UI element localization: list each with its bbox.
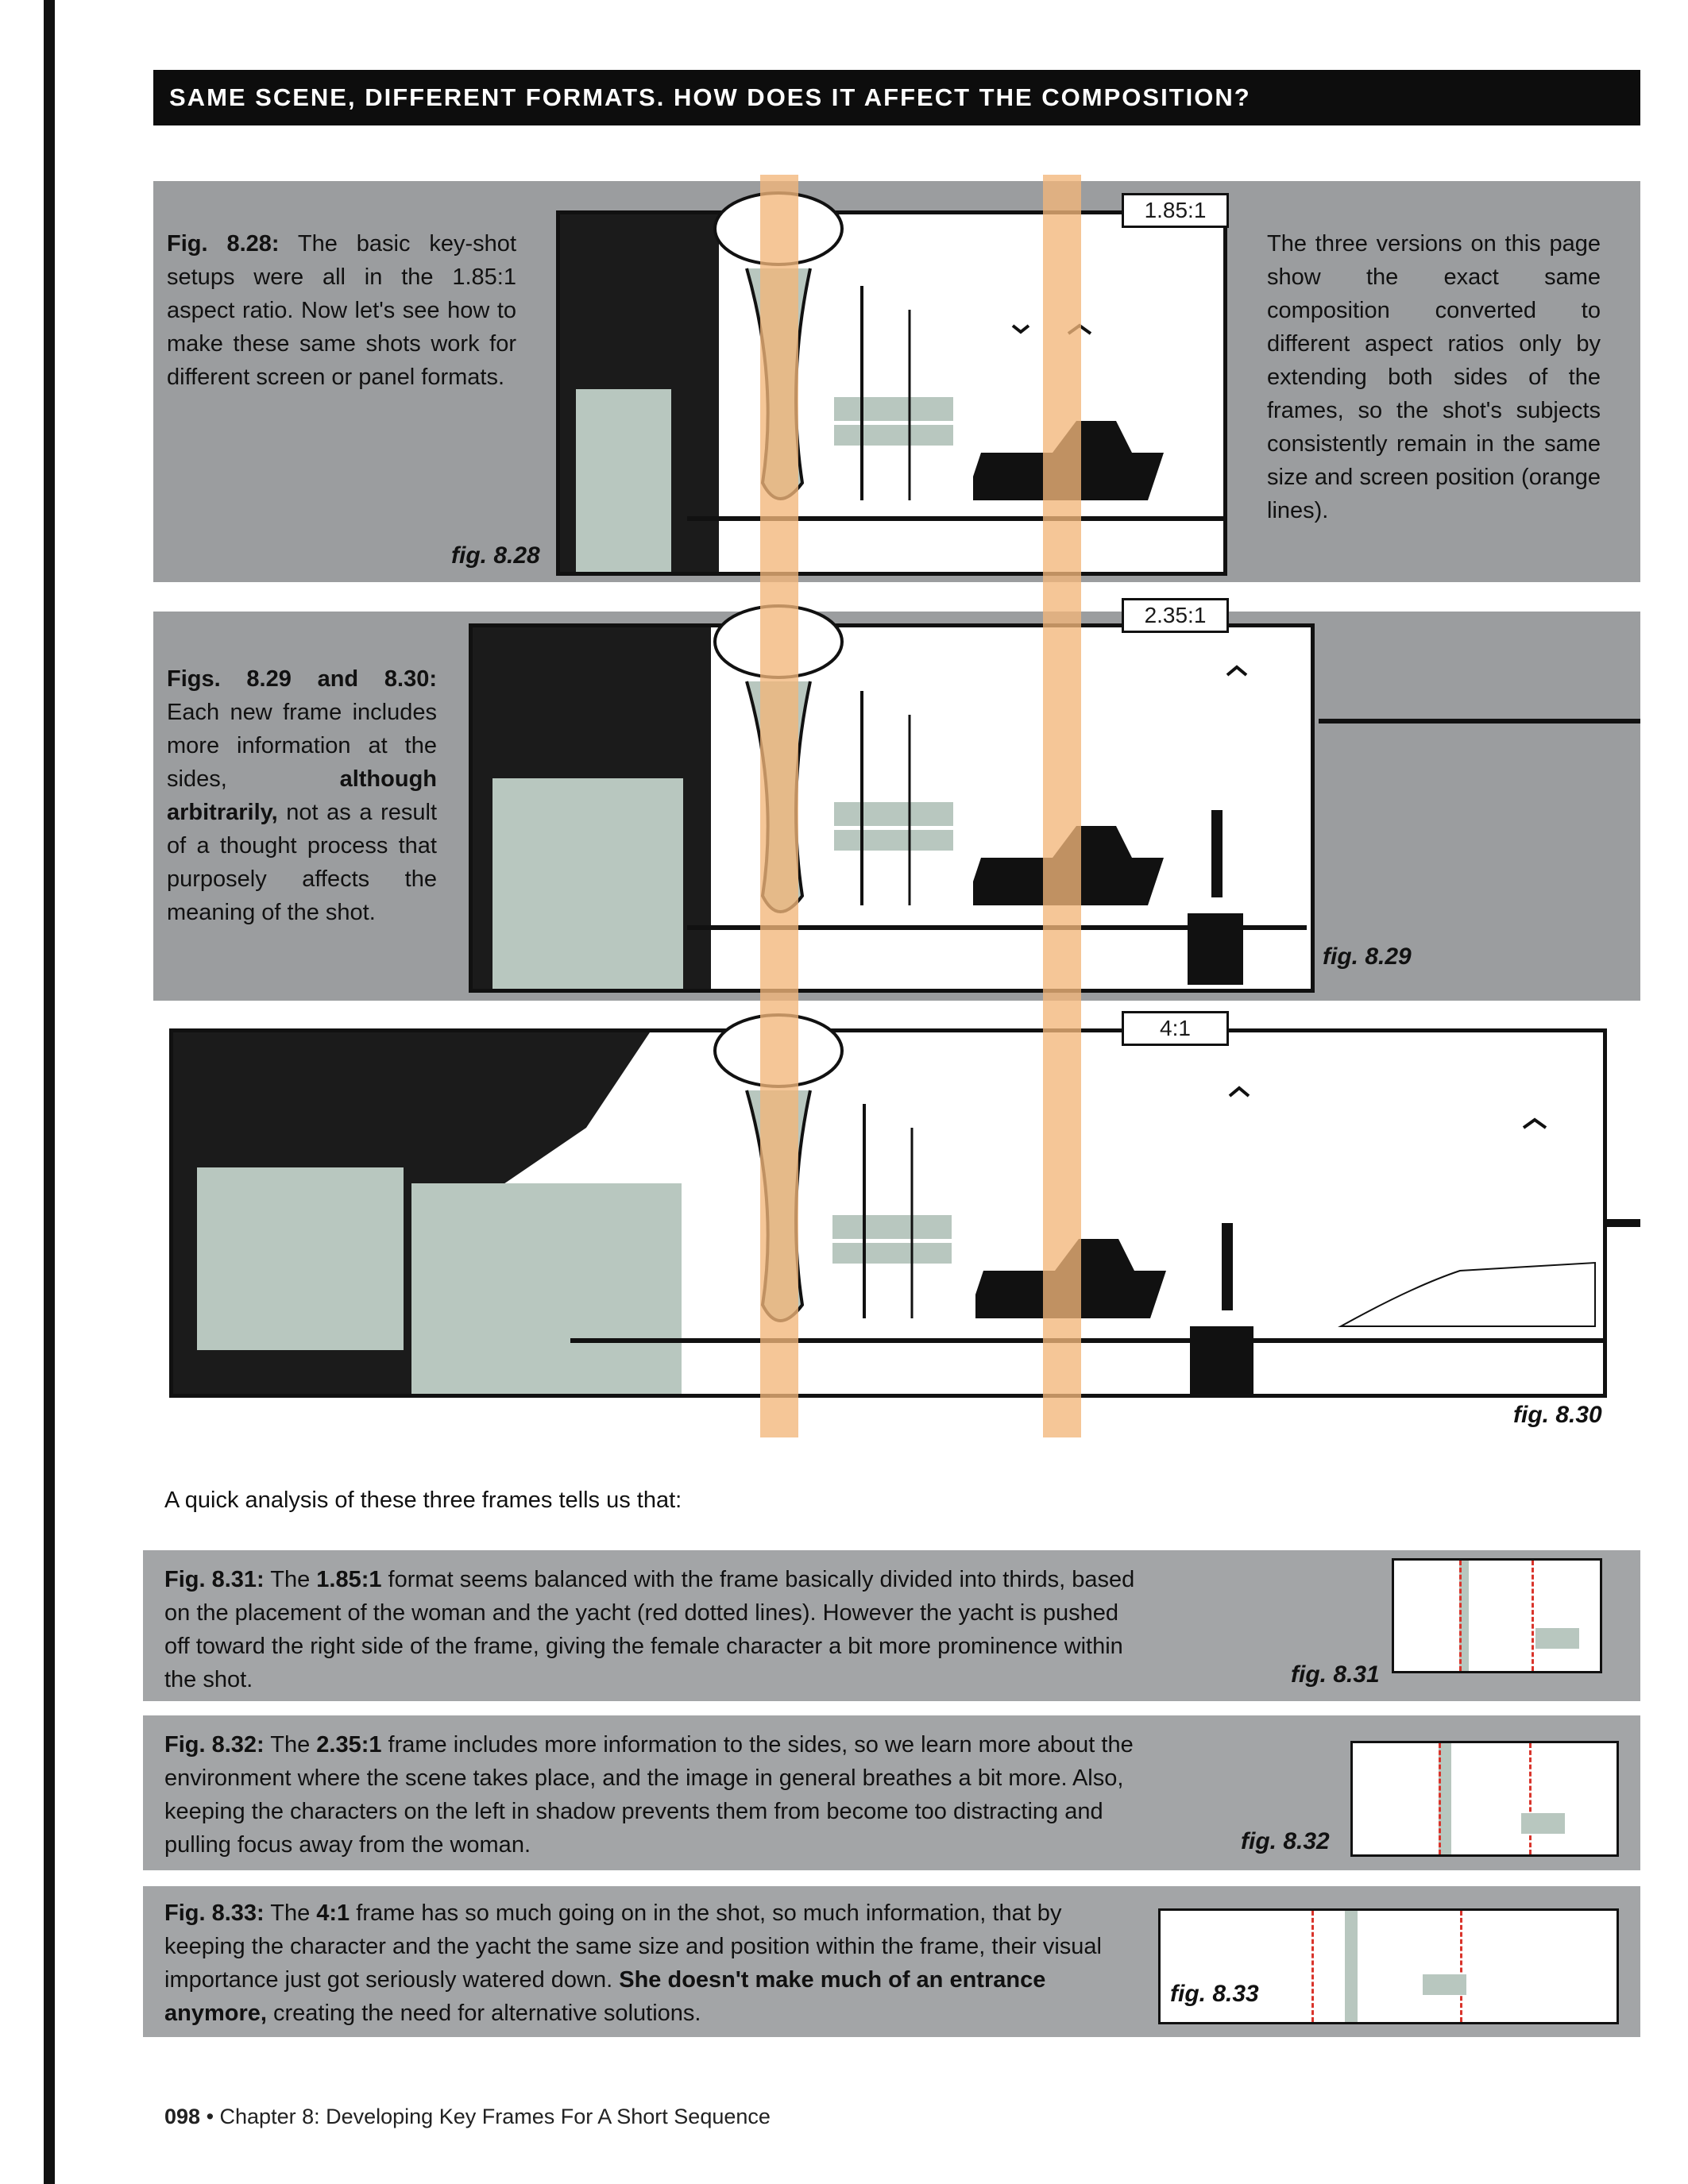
- text-1: The: [264, 1900, 317, 1926]
- illustration-4-1: [173, 1032, 1603, 1394]
- analysis-text-8-33: [164, 1897, 1141, 2030]
- terminal-windows: [197, 1167, 404, 1350]
- lighthouse: [1222, 1223, 1233, 1310]
- illustration-2-35: [473, 627, 1311, 989]
- caption-fig-8-29-8-30: [167, 662, 437, 929]
- thumb-1-85: [1392, 1558, 1602, 1673]
- fig-label-8-33: fig. 8.33: [1170, 1981, 1259, 2007]
- analysis-text-8-31: [164, 1563, 1141, 1696]
- caption-part-2: not as a result of a thought process that purposely affects the meaning of the shot.: [167, 800, 437, 925]
- caption-lead: Figs. 8.29 and 8.30:: [167, 666, 437, 692]
- crowd-figures: [411, 1183, 682, 1394]
- illustration-1-85: [560, 214, 1223, 572]
- text-2: format seems balanced with the frame basically divided into thirds, based on the placement of the woman and the yacht (red dotted lines). However the yacht is pushed off toward the right side of the frame, giving the female character a bit more prominence within the shot.: [164, 1567, 1135, 1692]
- chapter-title: • Chapter 8: Developing Key Frames For A Short Sequence: [200, 2105, 771, 2128]
- shore-figures: [1190, 1326, 1253, 1394]
- band-rule-3: [1607, 1219, 1640, 1227]
- bold-2: She doesn't make much of an entrance anymore,: [164, 1967, 1046, 2026]
- frame-2-35: [469, 623, 1315, 993]
- caption-fig-8-28: [167, 227, 516, 394]
- page-footer: [164, 2105, 771, 2129]
- fig-label-8-31: fig. 8.31: [1291, 1661, 1380, 1688]
- bold-1: 1.85:1: [316, 1567, 382, 1592]
- frame-4-1: [169, 1028, 1607, 1398]
- fig-label-8-30: fig. 8.30: [1513, 1402, 1602, 1428]
- lead: Fig. 8.33:: [164, 1900, 265, 1926]
- lighthouse: [1211, 810, 1223, 897]
- thumb-4-1: [1158, 1908, 1619, 2024]
- lead: Fig. 8.31:: [164, 1567, 265, 1592]
- fig-label-8-28: fig. 8.28: [451, 542, 540, 569]
- caption-part-1: Each new frame includes more information at the sides,: [167, 700, 437, 792]
- frame-1-85: [556, 210, 1227, 576]
- analysis-text-8-32: [164, 1728, 1141, 1862]
- bold-1: 2.35:1: [316, 1732, 382, 1758]
- orange-guide-woman: [760, 175, 798, 1437]
- text-1: The: [264, 1732, 317, 1758]
- caption-lead: Fig. 8.28:: [167, 231, 280, 257]
- text-2: frame includes more information to the sides, so we learn more about the environment where the scene takes place, and the image in general breathes a bit more. Also, keeping the characters on the left in shadow prevents them from become too distracting and pulling focus away from the woman.: [164, 1732, 1134, 1858]
- crowd-figures: [492, 778, 683, 989]
- ratio-tag-4-1: 4:1: [1122, 1011, 1229, 1046]
- bold-1: 4:1: [316, 1900, 350, 1926]
- fig-label-8-29: fig. 8.29: [1323, 943, 1412, 970]
- analysis-intro: A quick analysis of these three frames tells us that:: [164, 1488, 682, 1513]
- lead: Fig. 8.32:: [164, 1732, 265, 1758]
- section-title: SAME SCENE, DIFFERENT FORMATS. HOW DOES IT AFFECT THE COMPOSITION?: [169, 83, 1251, 111]
- thumb-2-35: [1350, 1741, 1619, 1857]
- distant-coast: [1341, 1263, 1595, 1326]
- caption-bold: although arbitrarily,: [167, 766, 437, 825]
- text-3: creating the need for alternative solutions.: [266, 2001, 701, 2026]
- shore-figures: [1188, 913, 1243, 985]
- orange-guide-yacht: [1043, 175, 1081, 1437]
- page-number: 098: [164, 2105, 201, 2128]
- caption-body: The basic key-shot setups were all in the 1.85:1 aspect ratio. Now let's see how to make these same shots work for different screen or panel formats.: [167, 231, 516, 390]
- crowd-figures: [576, 389, 671, 572]
- text-1: The: [264, 1567, 317, 1592]
- page-binding-edge: [44, 0, 55, 2184]
- band-rule-2: [1319, 719, 1640, 723]
- ratio-tag-1-85: 1.85:1: [1122, 193, 1229, 228]
- text-2: frame has so much going on in the shot, so much information, that by keeping the character and the yacht the same size and position within the frame, their visual importance just got seriously watered down.: [164, 1900, 1102, 1993]
- section-header: [153, 70, 1640, 125]
- ratio-tag-2-35: 2.35:1: [1122, 598, 1229, 633]
- side-text: The three versions on this page show the exact same composition converted to different aspect ratios only by extending both sides of the frames, so the shot's subjects consistently remain in the same size and screen position (orange lines).: [1267, 231, 1601, 523]
- fig-label-8-32: fig. 8.32: [1241, 1828, 1330, 1854]
